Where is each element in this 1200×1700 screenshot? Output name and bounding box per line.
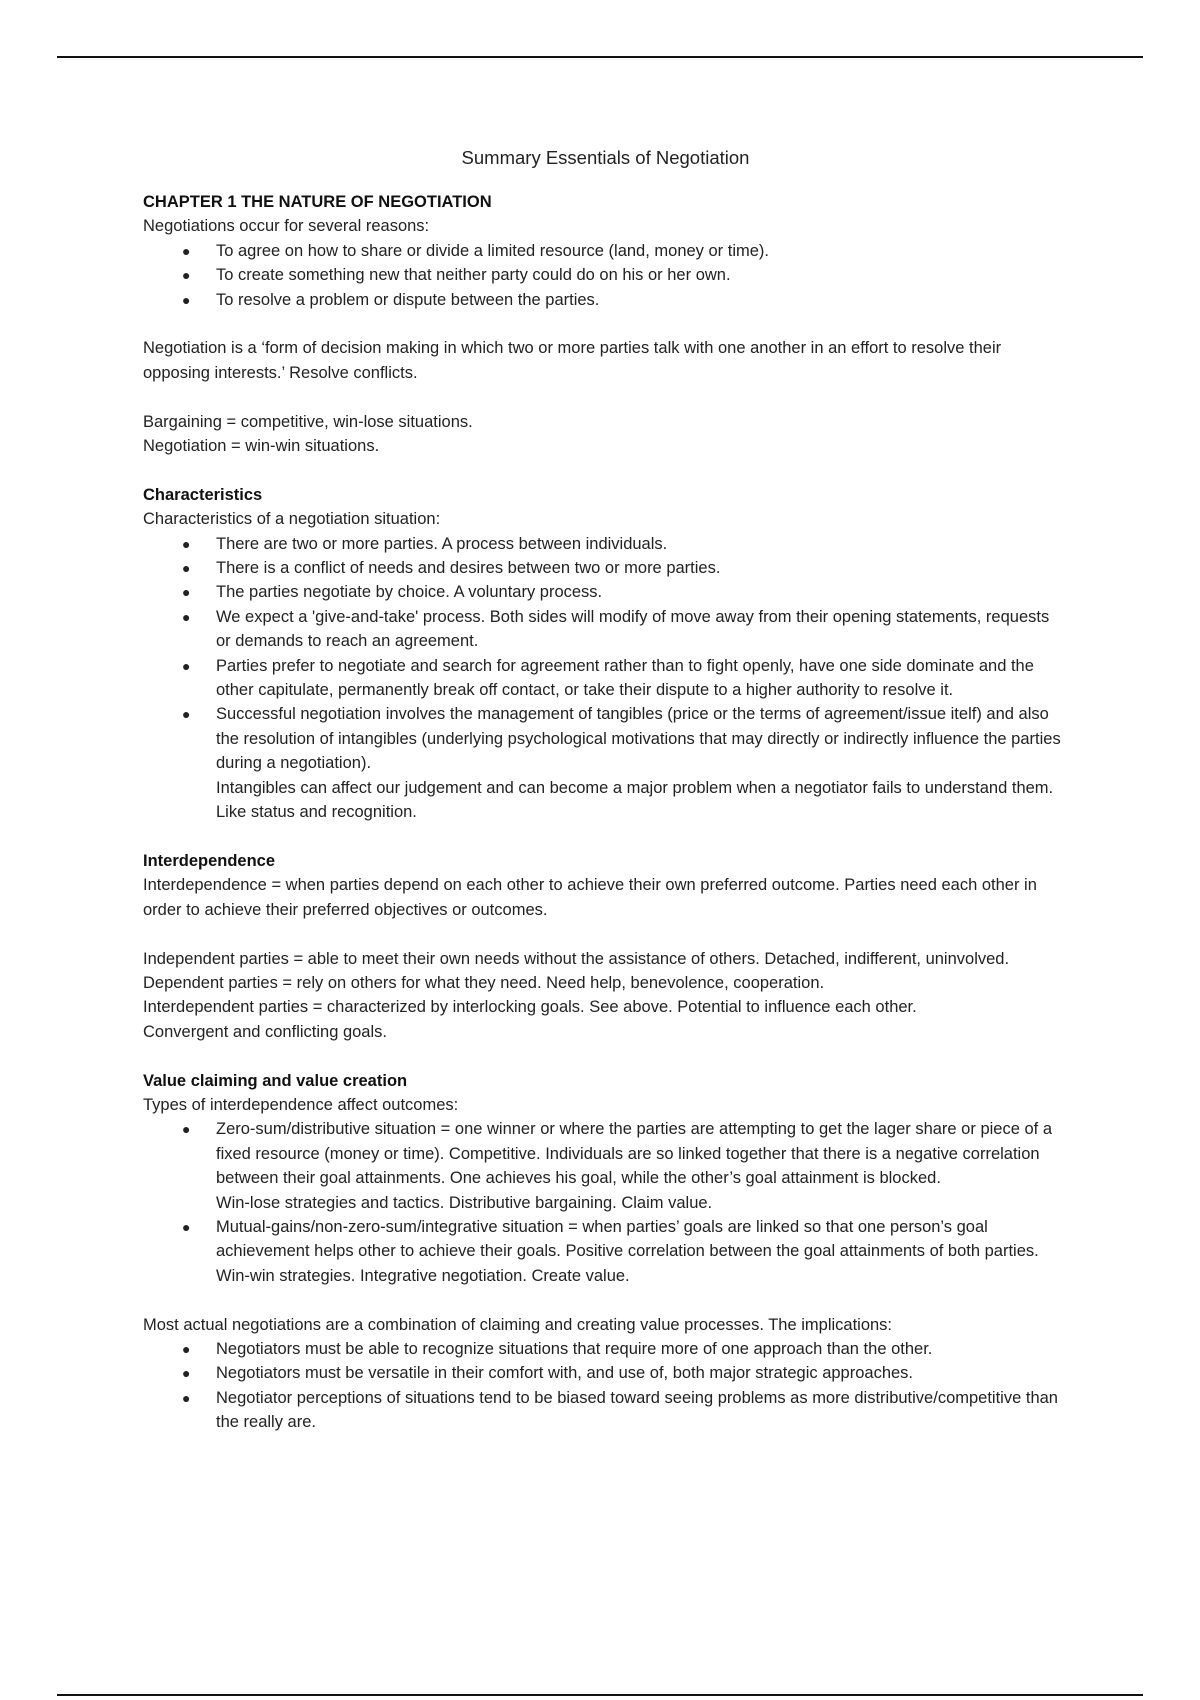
create-value-note: Win-win strategies. Integrative negotiation. Create value. <box>216 1266 630 1285</box>
bullet-icon: ● <box>182 657 191 674</box>
list-item: ● There are two or more parties. A process between individuals. <box>143 532 1068 556</box>
bullet-icon: ● <box>182 535 191 552</box>
characteristics-heading: Characteristics <box>143 485 263 504</box>
bullet-icon: ● <box>182 560 191 577</box>
value-list-2 <box>143 1215 1068 1264</box>
bullet-icon: ● <box>182 1121 191 1138</box>
bullet-icon: ● <box>182 1218 191 1235</box>
top-rule <box>57 56 1143 58</box>
claim-value-note: Win-lose strategies and tactics. Distributive bargaining. Claim value. <box>216 1193 713 1212</box>
bullet-icon: ● <box>182 1389 191 1406</box>
document-body <box>143 146 1068 1435</box>
negotiation-win-win: Negotiation = win-win situations. <box>143 437 380 456</box>
bullet-icon: ● <box>182 242 191 259</box>
value-list <box>143 1117 1068 1190</box>
characteristics-list <box>143 532 1068 776</box>
list-item: ● Negotiators must be able to recognize situations that require more of one approach than the other. <box>143 1337 1068 1361</box>
dependent-parties: Dependent parties = rely on others for what they need. Need help, benevolence, cooperation. <box>143 973 825 992</box>
bullet-icon: ● <box>182 1340 191 1357</box>
list-item: ● We expect a 'give-and-take' process. Both sides will modify of move away from their opening statements, requests or demands to reach an agreement. <box>143 605 1068 654</box>
implications-intro: Most actual negotiations are a combination of claiming and creating value processes. The implications: <box>143 1315 893 1334</box>
list-item: ● To agree on how to share or divide a limited resource (land, money or time). <box>143 239 1068 263</box>
bullet-icon: ● <box>182 608 191 625</box>
bullet-icon: ● <box>182 584 191 601</box>
bullet-icon: ● <box>182 267 191 284</box>
bottom-rule <box>57 1694 1143 1696</box>
chapter-heading: CHAPTER 1 THE NATURE OF NEGOTIATION <box>143 193 492 211</box>
reasons-intro: Negotiations occur for several reasons: <box>143 217 430 236</box>
characteristics-intro: Characteristics of a negotiation situation: <box>143 510 441 529</box>
list-item: ● Mutual-gains/non-zero-sum/integrative situation = when parties’ goals are linked so that one person’s goal achievement helps other to achieve their goals. Positive correlation between the goal attainments of both parties. <box>143 1215 1068 1264</box>
interdependent-parties: Interdependent parties = characterized by interlocking goals. See above. Potential to influence each other. <box>143 998 917 1017</box>
value-intro: Types of interdependence affect outcomes: <box>143 1095 459 1114</box>
list-item: ● There is a conflict of needs and desires between two or more parties. <box>143 556 1068 580</box>
bullet-icon: ● <box>182 1365 191 1382</box>
interdependence-heading: Interdependence <box>143 851 276 870</box>
interdependence-definition: Interdependence = when parties depend on each other to achieve their own preferred outcome. Parties need each other in order to achieve their preferred objectives or outcomes. <box>143 876 1037 919</box>
intangibles-note: Intangibles can affect our judgement and can become a major problem when a negotiator fails to understand them. Like status and recognition. <box>216 778 1054 822</box>
list-item: ● Parties prefer to negotiate and search for agreement rather than to fight openly, have one side dominate and the other capitulate, permanently break off contact, or take their dispute to a higher authority to resolve it. <box>143 654 1068 703</box>
bullet-icon: ● <box>182 291 191 308</box>
list-item: ● Successful negotiation involves the management of tangibles (price or the terms of agreement/issue itelf) and also the resolution of intangibles (underlying psychological motivations that may directly or indirectly influence the parties during a negotiation). <box>143 702 1068 775</box>
document-title: Summary Essentials of Negotiation <box>461 147 750 168</box>
convergent-goals: Convergent and conflicting goals. <box>143 1022 387 1041</box>
list-item: ● To create something new that neither party could do on his or her own. <box>143 263 1068 287</box>
reasons-list <box>143 239 1068 312</box>
list-item: ● Negotiators must be versatile in their comfort with, and use of, both major strategic approaches. <box>143 1361 1068 1385</box>
value-heading: Value claiming and value creation <box>143 1071 408 1090</box>
independent-parties: Independent parties = able to meet their own needs without the assistance of others. Detached, indifferent, uninvolved. <box>143 949 1010 968</box>
bullet-icon: ● <box>182 706 191 723</box>
list-item: ● Negotiator perceptions of situations tend to be biased toward seeing problems as more distributive/competitive than the really are. <box>143 1386 1068 1435</box>
list-item: ● Zero-sum/distributive situation = one winner or where the parties are attempting to get the lager share or piece of a fixed resource (money or time). Competitive. Individuals are so linked together that there is a negative correlation between their goal attainments. One achieves his goal, while the other’s goal attainment is blocked. <box>143 1117 1068 1190</box>
implications-list <box>143 1337 1068 1435</box>
negotiation-definition: Negotiation is a ‘form of decision making in which two or more parties talk with one another in an effort to resolve their opposing interests.’ Resolve conflicts. <box>143 339 1002 382</box>
bargaining-definition: Bargaining = competitive, win-lose situations. <box>143 412 473 431</box>
list-item: ● To resolve a problem or dispute between the parties. <box>143 288 1068 312</box>
list-item: ● The parties negotiate by choice. A voluntary process. <box>143 580 1068 604</box>
